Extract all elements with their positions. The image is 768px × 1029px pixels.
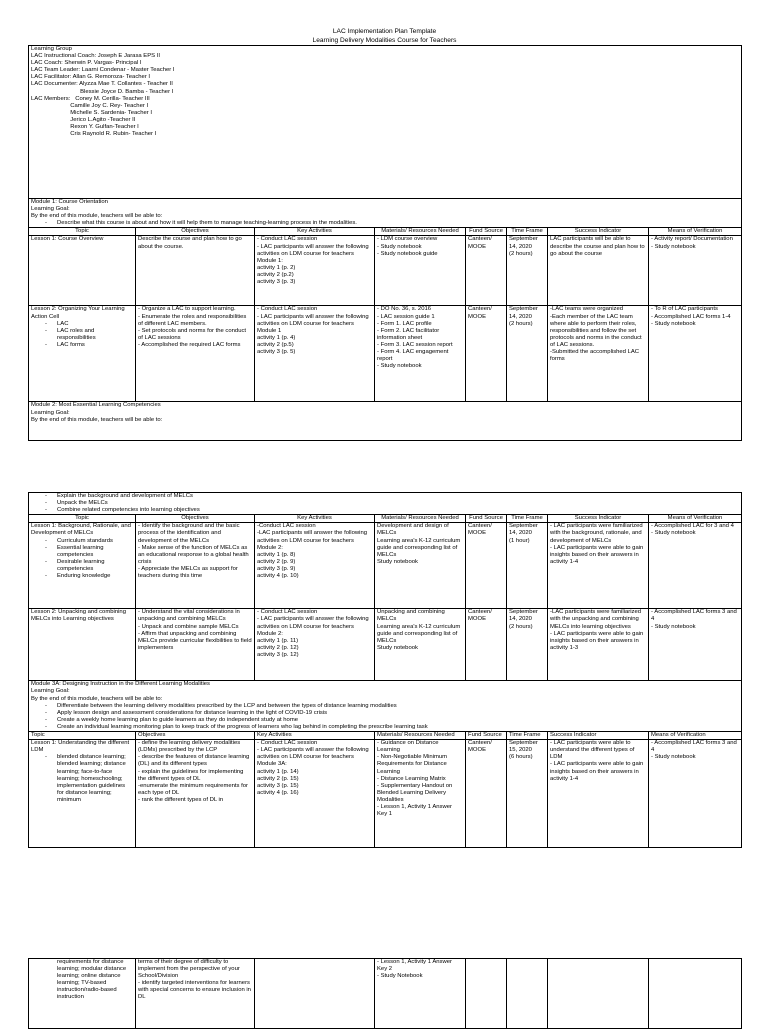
group-line: LAC Members: Coney M. Cerilla- Teacher III (31, 95, 150, 102)
objectives-cell: - Identify the background and the basic process of the identification and development of the MELCs - Make sense of the function of MELCs as an educational response to a global health crisis - Appreciate the MELCs as support for teachers during this time (136, 523, 255, 609)
learning-goal-label: Learning Goal: (31, 409, 70, 416)
topic-item: - Essential learning competencies (57, 545, 133, 559)
plan-table-2 (28, 492, 742, 848)
column-header: Time Frame (507, 515, 548, 523)
activities-cell: -Conduct LAC session -LAC participants will answer the following activities on LDM course for teachers Module 2: activity 1 (p. 8) activity 2 (p. 9) activity 3 (p. 9) activity 4 (p. 10) (255, 523, 375, 609)
column-header: Time Frame (507, 732, 548, 740)
indicator-cell: LAC participants will be able to describe the course and plan how to go about the course (548, 236, 649, 306)
column-header: Time Frame (507, 228, 548, 236)
column-header: Key Activities (255, 515, 375, 523)
column-header: Success Indicator (548, 732, 649, 740)
column-header: Objectives (136, 228, 255, 236)
materials-cell: Development and design of MELCs Learning area's K-12 curriculum guide and corresponding list of MELCs Study notebook (375, 523, 466, 609)
activities-cell: - Conduct LAC session - LAC participants will answer the following activities on LDM course for teachers Module 2: activity 1 (p. 11) activity 2 (p. 12) activity 3 (p. 12) (255, 609, 375, 681)
verification-cell: - To R of LAC participants - Accomplished LAC forms 1-4 - Study notebook (649, 306, 742, 402)
module-bullet: - Differentiate between the learning delivery modalities prescribed by the LCP and between the types of distance learning modalities (57, 703, 739, 710)
document-title: LAC Implementation Plan Template (332, 28, 437, 35)
group-line: Cris Raynold R. Rubin- Teacher I (31, 131, 157, 138)
column-header: Success Indicator (548, 228, 649, 236)
module-bullet: - Unpack the MELCs (57, 500, 739, 507)
indicator-cell: -LAC participants were familiarized with the unpacking and combining MELCs into learning objectives - LAC participants were able to gain insights based on their answers in activity 1-3 (548, 609, 649, 681)
objectives-cell: Describe the course and plan how to go about the course. (136, 236, 255, 306)
topic-item: - LAC roles and responsibilities (57, 328, 133, 342)
column-header: Topic (29, 228, 136, 236)
module-2-bullets-row (29, 493, 742, 515)
column-header: Means of Verification (649, 732, 742, 740)
column-header: Topic (29, 732, 136, 740)
group-line: Camille Joy C. Rey- Teacher I (31, 102, 149, 109)
topic-item: - Desirable learning competencies (57, 559, 133, 573)
learning-goal-label: Learning Goal: (31, 206, 70, 213)
topic-cell: requirements for distance learning; modular distance learning; online distance learning; TV-based instruction/radio-based instruction (29, 959, 136, 1029)
fund-cell: Canteen/ MOOE (466, 740, 507, 848)
column-header: Objectives (136, 732, 255, 740)
indicator-cell (548, 959, 649, 1029)
time-cell: September 14, 2020 (2 hours) (507, 609, 548, 681)
indicator-cell: -LAC teams were organized -Each member of the LAC team where able to perform their roles, responsibilities and follow the set protocols and norms in the conduct of LAC sessions. -Submitted the accomplished LAC forms (548, 306, 649, 402)
objectives-cell: - Organize a LAC to support learning. - Enumerate the roles and responsibilities of different LAC members. - Set protocols and norms for the conduct of LAC sessions - Accomplished the required LAC forms (136, 306, 255, 402)
column-header: Topic (29, 515, 136, 523)
fund-cell: Canteen/ MOOE (466, 523, 507, 609)
document-subtitle: Learning Delivery Modalities Course for Teachers (312, 37, 457, 44)
module-2-row (29, 402, 742, 441)
table-row (29, 740, 742, 848)
topic-cell (29, 523, 136, 609)
activities-cell: - Conduct LAC session - LAC participants will answer the following activities on LDM course for teachers Module 1: activity 1 (p. 2) activity 2 (p.2) activity 3 (p. 3) (255, 236, 375, 306)
objectives-cell: - Understand the vital considerations in unpacking and combining MELCs - Unpack and combine sample MELCs - Affirm that unpacking and combining MELCs provide curricular flexibilities to field implementers (136, 609, 255, 681)
module-bullet: - Combine related competencies into learning objectives (57, 507, 739, 514)
indicator-cell: - LAC participants were able to understand the different types of LDM - LAC participants were able to gain insights based on their answers in activity 1-4 (548, 740, 649, 848)
module-bullet: - Describe what this course is about and how it will help them to manage teaching-learning process in the modalities. (57, 220, 739, 227)
table-row (29, 236, 742, 306)
topic-cell (29, 306, 136, 402)
materials-cell: - DO No. 36, s. 2016 - LAC session guide 1 - Form 1. LAC profile - Form 2. LAC facilitator information sheet - Form 3. LAC session report - Form 4. LAC engagement report - Study notebook (375, 306, 466, 402)
module-1-row (29, 199, 742, 228)
column-header: Key Activities (255, 228, 375, 236)
table-row (29, 609, 742, 681)
column-header: Materials/ Resources Needed (375, 732, 466, 740)
column-header: Success Indicator (548, 515, 649, 523)
topic-cell: Lesson 1: Course Overview (29, 236, 136, 306)
time-cell: September 14, 2020 (1 hour) (507, 523, 548, 609)
module-title: Module 2: Most Essential Learning Competencies (31, 402, 161, 409)
table-row (29, 523, 742, 609)
group-line: LAC Coach: Sherwin P. Vargas- Principal I (31, 60, 142, 67)
verification-cell: - Accomplished LAC for 3 and 4 - Study notebook (649, 523, 742, 609)
topic-item: - blended distance learning; blended learning; distance learning; face-to-face learning; homeschooling; implementation guidelines for distance learning; minimum (57, 754, 133, 804)
plan-table-1 (28, 45, 742, 441)
topic-item: - Curriculum standards (57, 538, 133, 545)
module-title: Module 3A: Designing Instruction in the Different Learning Modalities (31, 681, 211, 688)
column-header: Fund Source (466, 515, 507, 523)
fund-cell: Canteen/ MOOE (466, 609, 507, 681)
topic-title: Lesson 1: Background, Rationale, and Development of MELCs (31, 523, 131, 537)
module-2-bullets-cell (29, 493, 742, 515)
column-header: Means of Verification (649, 515, 742, 523)
activities-cell: - Conduct LAC session - LAC participants will answer the following activities on LDM course for teachers Module 1 activity 1 (p. 4) activity 2 (p.5) activity 3 (p. 5) (255, 306, 375, 402)
indicator-cell: - LAC participants were familiarized with the background, rationale, and development of MELCs - LAC participants were able to gain insights based on their answers in activity 1-4 (548, 523, 649, 609)
module-3a-row (29, 681, 742, 732)
module-bullet: - Create a weekly home learning plan to guide learners as they do independent study at home (57, 717, 739, 724)
activities-cell (255, 959, 375, 1029)
module-bullet: - Create an individual learning monitoring plan to keep track of the progress of learners who lag behind in completing the prescribe learning task (57, 724, 739, 731)
topic-item: - LAC forms (57, 342, 133, 349)
activities-cell: - Conduct LAC session - LAC participants will answer the following activities on LDM course for teachers Module 3A: activity 1 (p. 14) activity 2 (p. 15) activity 3 (p. 15) activity 4 (p. 16) (255, 740, 375, 848)
time-cell: September 14, 2020 (2 hours) (507, 306, 548, 402)
module-1-cell (29, 199, 742, 228)
materials-cell: - LDM course overview - Study notebook - Study notebook guide (375, 236, 466, 306)
topic-cell (29, 740, 136, 848)
group-line: Blessie Joyce D. Bamba - Teacher I (31, 88, 174, 95)
learning-group-label: Learning Group (31, 46, 72, 52)
column-header: Fund Source (466, 228, 507, 236)
fund-cell: Canteen/ MOOE (466, 236, 507, 306)
topic-title: Lesson 2: Organizing Your Learning Action Cell (31, 306, 125, 320)
fund-cell: Canteen/ MOOE (466, 306, 507, 402)
table-row (29, 306, 742, 402)
module-3a-cell (29, 681, 742, 732)
column-header: Objectives (136, 515, 255, 523)
column-header: Fund Source (466, 732, 507, 740)
group-line: Rexon Y. Gulfan-Teacher I (31, 124, 139, 131)
learning-goal-label: Learning Goal: (31, 688, 70, 695)
verification-cell: - Accomplished LAC forms 3 and 4 - Study notebook (649, 740, 742, 848)
group-line: Michelle S. Sardenia- Teacher I (31, 109, 153, 116)
materials-cell: - Lesson 1, Activity 1 Answer Key 2 - Study Notebook (375, 959, 466, 1029)
plan-table-3 (28, 958, 742, 1029)
module-intro: By the end of this module, teachers will be able to: (31, 416, 163, 423)
table-header-row (29, 228, 742, 236)
verification-cell (649, 959, 742, 1029)
objectives-cell: - define the learning delivery modalities (LDMs) prescribed by the LCP - describe the features of distance learning (DL) and its different types - explain the guidelines for implementing the different types of DL -enumerate the minimum requirements for each type of DL - rank the different types of DL in (136, 740, 255, 848)
materials-cell: Unpacking and combining MELCs Learning area's K-12 curriculum guide and corresponding list of MELCs Study notebook (375, 609, 466, 681)
verification-cell: - Accomplished LAC forms 3 and 4 - Study notebook (649, 609, 742, 681)
topic-item: - LAC (57, 321, 133, 328)
topic-item: - Enduring knowledge (57, 573, 133, 580)
column-header: Key Activities (255, 732, 375, 740)
learning-group-row (29, 46, 742, 199)
topic-title: Lesson 1: Understanding the different LDM (31, 740, 130, 754)
time-cell (507, 959, 548, 1029)
time-cell: September 14, 2020 (2 hours) (507, 236, 548, 306)
verification-cell: - Activity report/ Documentation - Study notebook (649, 236, 742, 306)
module-intro: By the end of this module, teachers will be able to: (31, 213, 163, 220)
table-header-row (29, 732, 742, 740)
materials-cell: - Guidance on Distance Learning - Non-Negotiable Minimum Requirements for Distance Learning - Distance Learning Matrix - Supplementary Handout on Blended Learning Delivery Modalities - Lesson 1, Activity 1 Answer Key 1 (375, 740, 466, 848)
table-header-row (29, 515, 742, 523)
module-title: Module 1: Course Orientation (31, 199, 108, 205)
document-page-2 (28, 492, 741, 916)
module-bullet: - Apply lesson design and assessment considerations for distance learning in the light of COVID-19 crisis (57, 710, 739, 717)
fund-cell (466, 959, 507, 1029)
group-line: LAC Documenter: Alyzza Mae T. Collantes - Teacher II (31, 81, 173, 88)
group-line: LAC Team Leader: Laarni Condenar - Master Teacher I (31, 67, 175, 74)
column-header: Materials/ Resources Needed (375, 515, 466, 523)
module-intro: By the end of this module, teachers will be able to: (31, 695, 163, 702)
group-line: LAC Facilitator: Allan G. Remoroza- Teacher I (31, 74, 151, 81)
objectives-cell: terms of their degree of difficulty to implement from the perspective of your School/Division - identify targeted interventions for learners with special concerns to ensure inclusion in DL (136, 959, 255, 1029)
column-header: Means of Verification (649, 228, 742, 236)
column-header: Materials/ Resources Needed (375, 228, 466, 236)
table-row (29, 959, 742, 1029)
group-line: LAC Instructional Coach: Joseph E Jarasa EPS II (31, 53, 161, 60)
module-bullet: - Explain the background and development of MELCs (57, 493, 739, 500)
learning-group-cell (29, 46, 742, 199)
module-2-cell (29, 402, 742, 441)
group-line: Jerico L.Agito -Teacher II (31, 116, 136, 123)
topic-cell: Lesson 2: Unpacking and combining MELCs into Learning objectives (29, 609, 136, 681)
time-cell: September 15, 2020 (6 hours) (507, 740, 548, 848)
document-page-1 (28, 24, 741, 478)
document-page-3 (28, 958, 741, 1028)
